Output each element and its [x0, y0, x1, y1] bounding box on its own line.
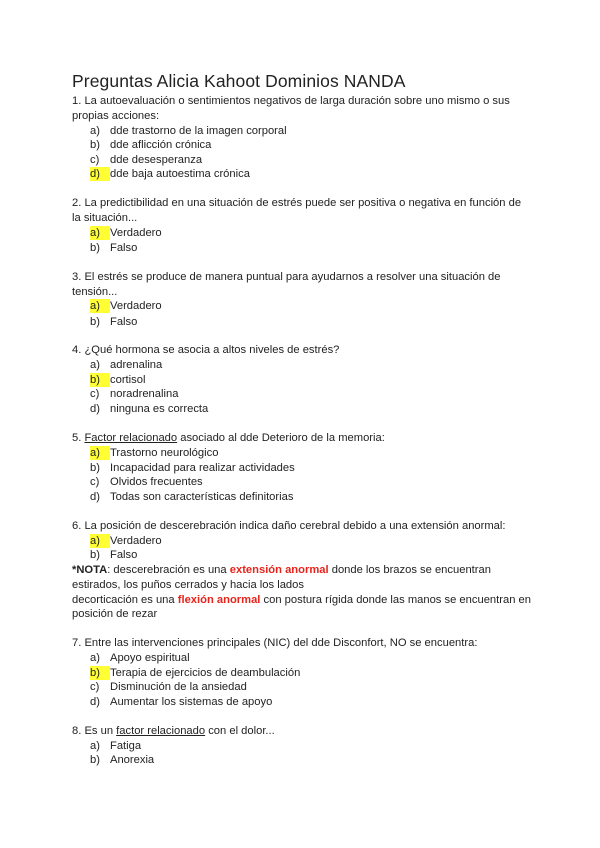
option-letter: a)	[90, 652, 100, 664]
question-2-option-a-correct	[90, 226, 162, 240]
option-letter: c)	[90, 388, 100, 400]
note-line-2: estirados, los puños cerrados y hacia los lados	[72, 579, 304, 591]
question-7-line-1: 7. Entre las intervenciones principales (NIC) del dde Disconfort, NO se encuentra:	[72, 637, 478, 649]
question-4-option-c	[90, 387, 178, 401]
option-letter: c)	[90, 681, 100, 693]
option-letter: b)	[90, 462, 100, 474]
note-line-4: posición de rezar	[72, 608, 158, 620]
question-5-option-b	[90, 461, 295, 475]
option-text: Trastorno neurológico	[110, 447, 219, 459]
option-letter: c)	[90, 154, 100, 166]
question-1-line-1: 1. La autoevaluación o sentimientos negativos de larga duración sobre uno mismo o sus	[72, 95, 510, 107]
option-letter: b)	[90, 316, 100, 328]
question-1-option-c	[90, 153, 202, 167]
question-5-option-c	[90, 475, 203, 489]
question-4-line-1: 4. ¿Qué hormona se asocia a altos niveles de estrés?	[72, 344, 340, 356]
option-text: adrenalina	[110, 359, 163, 371]
option-text: dde desesperanza	[110, 154, 203, 166]
option-text: Falso	[110, 242, 138, 254]
option-letter-highlighted: b)	[90, 666, 110, 680]
note-label: *NOTA	[72, 564, 108, 576]
question-7-option-d	[90, 695, 272, 709]
option-letter-highlighted: b)	[90, 373, 110, 387]
note-text: : descerebración es una	[107, 564, 230, 576]
option-text: Anorexia	[110, 754, 155, 766]
question-text: asociado al dde Deterioro de la memoria:	[177, 432, 385, 444]
question-2-line-1: 2. La predictibilidad en una situación de estrés puede ser positiva o negativa en función de	[72, 197, 522, 209]
question-4-option-d	[90, 402, 208, 416]
option-letter: d)	[90, 696, 100, 708]
option-letter-highlighted: a)	[90, 446, 110, 460]
option-text: Fatiga	[110, 740, 142, 752]
question-1-option-b	[90, 138, 211, 152]
question-number: 8. Es un	[72, 725, 117, 737]
option-text: Todas son características definitorias	[110, 491, 294, 503]
question-8-line-1	[72, 724, 275, 738]
note-line-1	[72, 563, 491, 577]
option-text: Verdadero	[110, 227, 162, 239]
option-text: Verdadero	[110, 300, 162, 312]
note-text: donde los brazos se encuentran	[328, 564, 491, 576]
question-number: 5.	[72, 432, 85, 444]
note-highlight-red: flexión anormal	[177, 594, 261, 606]
question-text: con el dolor...	[205, 725, 275, 737]
question-1-line-2: propias acciones:	[72, 110, 160, 122]
option-text: Falso	[110, 316, 138, 328]
note-line-3	[72, 593, 531, 607]
page-title: Preguntas Alicia Kahoot Dominios NANDA	[72, 71, 406, 91]
question-3-option-b	[90, 315, 137, 329]
question-5-option-a-correct	[90, 446, 218, 460]
option-text: Incapacidad para realizar actividades	[110, 462, 295, 474]
option-text: Terapia de ejercicios de deambulación	[110, 667, 301, 679]
option-text: dde trastorno de la imagen corporal	[110, 125, 287, 137]
option-letter: b)	[90, 242, 100, 254]
option-letter-highlighted: a)	[90, 534, 110, 548]
option-letter: d)	[90, 403, 100, 415]
note-highlight-red: extensión anormal	[229, 564, 329, 576]
option-text: dde aflicción crónica	[110, 139, 212, 151]
option-text: Aumentar los sistemas de apoyo	[110, 696, 273, 708]
underlined-term: Factor relacionado	[84, 432, 178, 444]
option-text: Falso	[110, 549, 138, 561]
note-text: con postura rígida donde las manos se encuentran en	[260, 594, 531, 606]
question-7-option-c	[90, 680, 247, 694]
question-5-line-1	[72, 431, 385, 445]
option-letter: a)	[90, 125, 100, 137]
option-text: Apoyo espiritual	[110, 652, 190, 664]
question-7-option-b-correct	[90, 666, 300, 680]
question-1-option-d-correct	[90, 167, 250, 181]
question-6-option-b	[90, 548, 137, 562]
option-text: Verdadero	[110, 535, 162, 547]
question-8-option-b	[90, 753, 154, 767]
question-3-option-a-correct	[90, 299, 162, 313]
question-4-option-a	[90, 358, 162, 372]
question-6-line-1: 6. La posición de descerebración indica daño cerebral debido a una extensión anormal:	[72, 520, 506, 532]
option-text: dde baja autoestima crónica	[110, 168, 250, 180]
option-letter: a)	[90, 359, 100, 371]
option-text: Disminución de la ansiedad	[110, 681, 247, 693]
question-3-line-2: tensión...	[72, 286, 118, 298]
option-text: noradrenalina	[110, 388, 179, 400]
option-text: Olvidos frecuentes	[110, 476, 203, 488]
question-7-option-a	[90, 651, 190, 665]
question-2-line-2: la situación...	[72, 212, 138, 224]
option-text: cortisol	[110, 374, 146, 386]
question-8-option-a	[90, 739, 141, 753]
question-4-option-b-correct	[90, 373, 145, 387]
option-letter: d)	[90, 491, 100, 503]
option-letter: c)	[90, 476, 100, 488]
question-5-option-d	[90, 490, 293, 504]
option-text: ninguna es correcta	[110, 403, 209, 415]
underlined-term: factor relacionado	[116, 725, 206, 737]
option-letter-highlighted: a)	[90, 226, 110, 240]
option-letter-highlighted: a)	[90, 299, 110, 313]
option-letter: b)	[90, 754, 100, 766]
question-6-option-a-correct	[90, 534, 162, 548]
question-1-option-a	[90, 124, 287, 138]
option-letter: a)	[90, 740, 100, 752]
option-letter: b)	[90, 549, 100, 561]
note-text: decorticación es una	[72, 594, 178, 606]
question-2-option-b	[90, 241, 137, 255]
option-letter: b)	[90, 139, 100, 151]
option-letter-highlighted: d)	[90, 167, 110, 181]
question-3-line-1: 3. El estrés se produce de manera puntual para ayudarnos a resolver una situación de	[72, 271, 501, 283]
